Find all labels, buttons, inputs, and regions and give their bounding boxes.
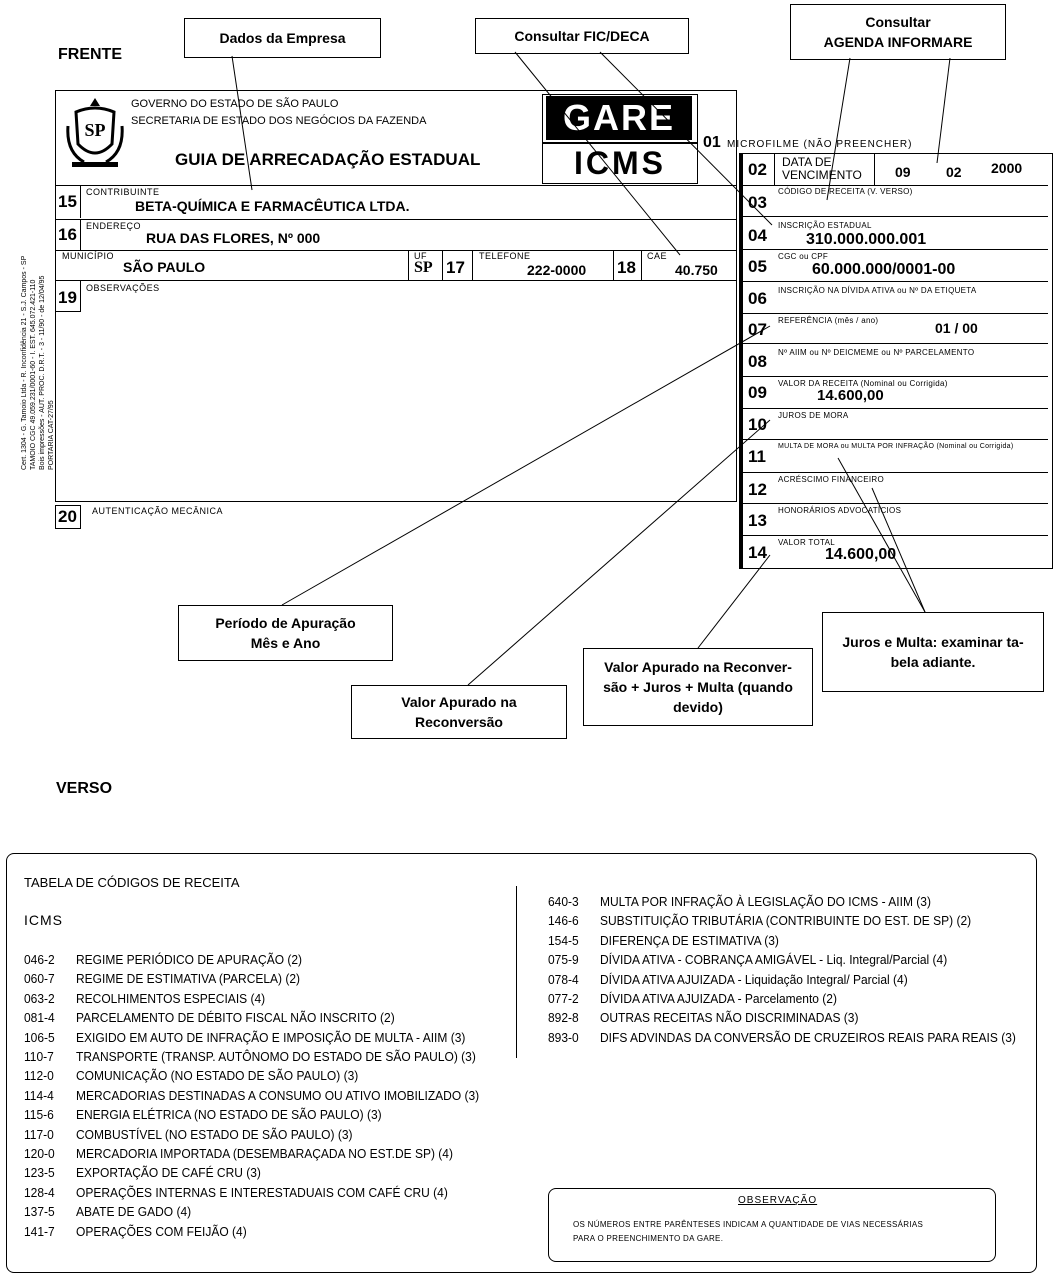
gare-title: GARE — [546, 96, 692, 140]
code-description: OPERAÇÕES INTERNAS E INTERESTADUAIS COM CAFÉ CRU (4) — [76, 1185, 448, 1201]
code-description: EXIGIDO EM AUTO DE INFRAÇÃO E IMPOSIÇÃO DE MULTA - AIIM (3) — [76, 1030, 466, 1045]
code-value: 117-0 — [24, 1127, 54, 1142]
code-value: 115-6 — [24, 1107, 54, 1123]
side-text-3: Bois impressões - AUT. PROC. D.R.T. - 3 - 11/90 - de 12/04/95 — [39, 275, 46, 470]
code-row — [548, 1030, 1016, 1045]
f09-value: 14.600,00 — [817, 387, 884, 404]
code-value: 075-9 — [548, 952, 579, 968]
f02-label-line2: VENCIMENTO — [782, 168, 862, 182]
f07-label: REFERÊNCIA (mês / ano) — [778, 316, 879, 325]
code-description: OPERAÇÕES COM FEIJÃO (4) — [76, 1224, 247, 1239]
callout-juros-multa — [822, 612, 1044, 692]
f02-day: 09 — [895, 164, 911, 180]
code-row — [24, 1224, 247, 1239]
f13-label: HONORÁRIOS ADVOCATÍCIOS — [778, 506, 902, 515]
f06-label: INSCRIÇÃO NA DÍVIDA ATIVA ou Nº DA ETIQUETA — [778, 286, 977, 295]
code-row — [548, 914, 971, 929]
f17-label: TELEFONE — [479, 251, 531, 261]
f08-num: 08 — [748, 352, 767, 371]
code-value: 112-0 — [24, 1069, 54, 1084]
code-description: MULTA POR INFRAÇÃO À LEGISLAÇÃO DO ICMS - AIIM (3) — [600, 894, 931, 910]
code-row — [24, 1030, 465, 1045]
callout-valor-apurado-line1: Valor Apurado na — [401, 694, 517, 710]
code-row — [24, 1088, 479, 1103]
f17-num: 17 — [446, 258, 465, 277]
code-row — [24, 1166, 261, 1181]
code-value: 141-7 — [24, 1224, 55, 1239]
code-description: MERCADORIA IMPORTADA (DESEMBARAÇADA NO EST.DE SP) (4) — [76, 1146, 453, 1162]
callout-agenda-line1: Consultar — [865, 14, 931, 30]
code-value: 106-5 — [24, 1030, 55, 1045]
f15-value: BETA-QUÍMICA E FARMACÊUTICA LTDA. — [135, 198, 410, 214]
code-value: 146-6 — [548, 914, 579, 929]
uf-value: SP — [414, 259, 433, 276]
microfilme-label: MICROFILME (NÃO PREENCHER) — [727, 139, 913, 150]
f04-label: INSCRIÇÃO ESTADUAL — [778, 221, 872, 230]
f16-label: ENDEREÇO — [86, 221, 142, 231]
code-description: REGIME DE ESTIMATIVA (PARCELA) (2) — [76, 972, 301, 987]
f04-value: 310.000.000.001 — [806, 231, 927, 248]
callout-agenda-line2: AGENDA INFORMARE — [823, 34, 973, 50]
f15-label: CONTRIBUINTE — [86, 187, 160, 197]
code-row — [548, 933, 779, 948]
f19-label: OBSERVAÇÕES — [86, 283, 160, 293]
callout-valor-apurado — [351, 685, 567, 739]
code-row — [548, 992, 837, 1007]
callout-periodo-line2: Mês e Ano — [250, 635, 321, 651]
side-text-2: TAMOIO CGC 49.059.231/0001-60 - I. EST. 645.072.421-110 — [30, 279, 37, 470]
callout-juros-line2: bela adiante. — [890, 654, 976, 670]
f05-value: 60.000.000/0001-00 — [812, 261, 956, 278]
code-value: 081-4 — [24, 1010, 55, 1026]
f18-label: CAE — [647, 251, 668, 261]
f16-num: 16 — [58, 225, 77, 244]
side-text-4: PORTARIA CAT-27/95 — [48, 400, 55, 470]
code-row — [548, 1011, 858, 1026]
code-description: OUTRAS RECEITAS NÃO DISCRIMINADAS (3) — [600, 1011, 859, 1026]
callout-juros-line1: Juros e Multa: examinar ta- — [842, 634, 1024, 650]
code-value: 060-7 — [24, 972, 55, 987]
code-value: 892-8 — [548, 1011, 579, 1026]
code-value: 063-2 — [24, 991, 55, 1007]
code-description: REGIME PERIÓDICO DE APURAÇÃO (2) — [76, 952, 303, 968]
f02-num: 02 — [748, 160, 767, 179]
f10-num: 10 — [748, 415, 767, 434]
code-description: ENERGIA ELÉTRICA (NO ESTADO DE SÃO PAULO) (3) — [76, 1107, 382, 1123]
f10-label: JUROS DE MORA — [778, 411, 849, 420]
f18-num: 18 — [617, 258, 636, 277]
f15-num: 15 — [58, 192, 77, 211]
code-value: 046-2 — [24, 952, 55, 968]
f18-value: 40.750 — [675, 262, 718, 278]
observacao-line1: OS NÚMEROS ENTRE PARÊNTESES INDICAM A QUANTIDADE DE VIAS NECESSÁRIAS — [573, 1220, 924, 1229]
callout-valor-total-line3: devido) — [673, 699, 723, 715]
code-row — [548, 895, 931, 910]
verso-table-title: TABELA DE CÓDIGOS DE RECEITA — [24, 875, 240, 890]
column-divider — [516, 886, 517, 1058]
f02-label-line1: DATA DE — [782, 155, 832, 169]
code-value: 640-3 — [548, 894, 579, 910]
f05-num: 05 — [748, 257, 767, 276]
observacao-title: OBSERVAÇÃO — [738, 1195, 818, 1206]
code-value: 114-4 — [24, 1088, 54, 1104]
code-value: 120-0 — [24, 1146, 55, 1162]
f12-num: 12 — [748, 480, 767, 499]
code-row — [24, 953, 302, 968]
callout-valor-total — [583, 648, 813, 726]
f12-label: ACRÉSCIMO FINANCEIRO — [778, 475, 885, 484]
f07-value: 01 / 00 — [935, 320, 978, 336]
f20-num: 20 — [58, 507, 77, 526]
code-description: RECOLHIMENTOS ESPECIAIS (4) — [76, 991, 266, 1007]
code-description: EXPORTAÇÃO DE CAFÉ CRU (3) — [76, 1166, 261, 1181]
observacao-line2: PARA O PREENCHIMENTO DA GARE. — [573, 1234, 724, 1243]
code-value: 137-5 — [24, 1204, 55, 1220]
code-value: 123-5 — [24, 1166, 55, 1181]
code-description: COMUNICAÇÃO (NO ESTADO DE SÃO PAULO) (3) — [76, 1069, 359, 1084]
f16-value: RUA DAS FLORES, Nº 000 — [146, 230, 321, 246]
f08-label: Nº AIIM ou Nº DEICMEME ou Nº PARCELAMENTO — [778, 348, 975, 357]
f11-num: 11 — [748, 447, 766, 466]
callout-periodo-line1: Período de Apuração — [215, 615, 356, 631]
gov-line2: SECRETARIA DE ESTADO DOS NEGÓCIOS DA FAZENDA — [131, 115, 427, 127]
code-description: SUBSTITUIÇÃO TRIBUTÁRIA (CONTRIBUINTE DO EST. DE SP) (2) — [600, 914, 972, 929]
code-value: 078-4 — [548, 972, 579, 987]
f09-label: VALOR DA RECEITA (Nominal ou Corrigida) — [778, 379, 948, 388]
code-row — [548, 972, 908, 987]
municipio-value: SÃO PAULO — [123, 259, 206, 275]
f03-num: 03 — [748, 193, 767, 212]
code-description: DÍVIDA ATIVA AJUIZADA - Parcelamento (2) — [600, 991, 837, 1007]
f20-label: AUTENTICAÇÃO MECÂNICA — [92, 506, 224, 516]
code-description: DÍVIDA ATIVA AJUIZADA - Liquidação Integral/ Parcial (4) — [600, 972, 908, 987]
code-value: 893-0 — [548, 1030, 579, 1046]
code-description: COMBUSTÍVEL (NO ESTADO DE SÃO PAULO) (3) — [76, 1127, 353, 1142]
f07-num: 07 — [748, 320, 767, 339]
icms-title: ICMS — [542, 142, 698, 184]
code-row — [24, 1050, 476, 1065]
callout-periodo — [178, 605, 393, 661]
code-value: 128-4 — [24, 1185, 55, 1201]
verso-label: VERSO — [56, 780, 113, 797]
f14-value: 14.600,00 — [825, 546, 897, 563]
f04-num: 04 — [748, 226, 767, 245]
f13-num: 13 — [748, 511, 767, 530]
callout-valor-total-line1: Valor Apurado na Reconver- — [604, 659, 792, 675]
frente-label: FRENTE — [58, 46, 122, 63]
code-value: 077-2 — [548, 991, 579, 1007]
code-row — [24, 972, 300, 987]
callout-valor-total-line2: são + Juros + Multa (quando — [603, 679, 793, 695]
f02-year: 2000 — [991, 160, 1023, 176]
f02-month: 02 — [946, 164, 962, 180]
f01-num: 01 — [703, 134, 721, 151]
svg-text:SP: SP — [84, 120, 106, 140]
code-description: PARCELAMENTO DE DÉBITO FISCAL NÃO INSCRITO (2) — [76, 1010, 395, 1026]
code-description: DÍVIDA ATIVA - COBRANÇA AMIGÁVEL - Liq. Integral/Parcial (4) — [600, 952, 948, 968]
code-value: 154-5 — [548, 933, 579, 949]
code-description: TRANSPORTE (TRANSP. AUTÔNOMO DO ESTADO DE SÃO PAULO) (3) — [76, 1049, 476, 1065]
f06-num: 06 — [748, 289, 767, 308]
code-row — [24, 1205, 191, 1220]
code-value: 110-7 — [24, 1049, 54, 1065]
code-row — [24, 1185, 448, 1200]
side-text-1: Cert. 1304 - G. Tamoio Ltda - R. Inconfidência 21 - S.J. Campos - SP — [21, 255, 28, 470]
code-description: MERCADORIAS DESTINADAS A CONSUMO OU ATIVO IMOBILIZADO (3) — [76, 1088, 480, 1104]
code-description: DIFERENÇA DE ESTIMATIVA (3) — [600, 933, 779, 949]
f17-value: 222-0000 — [527, 262, 587, 278]
f09-num: 09 — [748, 383, 767, 402]
code-row — [24, 1147, 453, 1162]
code-row — [24, 1108, 382, 1123]
code-row — [24, 1127, 353, 1142]
code-row — [548, 953, 947, 968]
callout-consultar-fic-text: Consultar FIC/DECA — [514, 28, 650, 44]
gov-line1: GOVERNO DO ESTADO DE SÃO PAULO — [131, 98, 339, 110]
code-row — [24, 991, 265, 1006]
municipio-label: MUNICÍPIO — [62, 251, 115, 261]
code-description: ABATE DE GADO (4) — [76, 1204, 192, 1220]
guia-title: GUIA DE ARRECADAÇÃO ESTADUAL — [175, 150, 481, 169]
f14-label: VALOR TOTAL — [778, 538, 835, 547]
f03-label: CÓDIGO DE RECEITA (V. VERSO) — [778, 187, 913, 196]
f14-num: 14 — [748, 543, 767, 562]
code-description: DIFS ADVINDAS DA CONVERSÃO DE CRUZEIROS REAIS PARA REAIS (3) — [600, 1030, 1016, 1046]
callout-dados-empresa-text: Dados da Empresa — [219, 30, 346, 46]
f19-num: 19 — [58, 288, 77, 307]
code-row — [24, 1069, 358, 1084]
code-row — [24, 1011, 395, 1026]
uf-label: UF — [414, 251, 427, 261]
f05-label: CGC ou CPF — [778, 252, 829, 261]
callout-valor-apurado-line2: Reconversão — [415, 714, 503, 730]
verso-subtitle: ICMS — [24, 912, 63, 928]
f11-label: MULTA DE MORA ou MULTA POR INFRAÇÃO (Nominal ou Corrigida) — [778, 443, 1014, 450]
